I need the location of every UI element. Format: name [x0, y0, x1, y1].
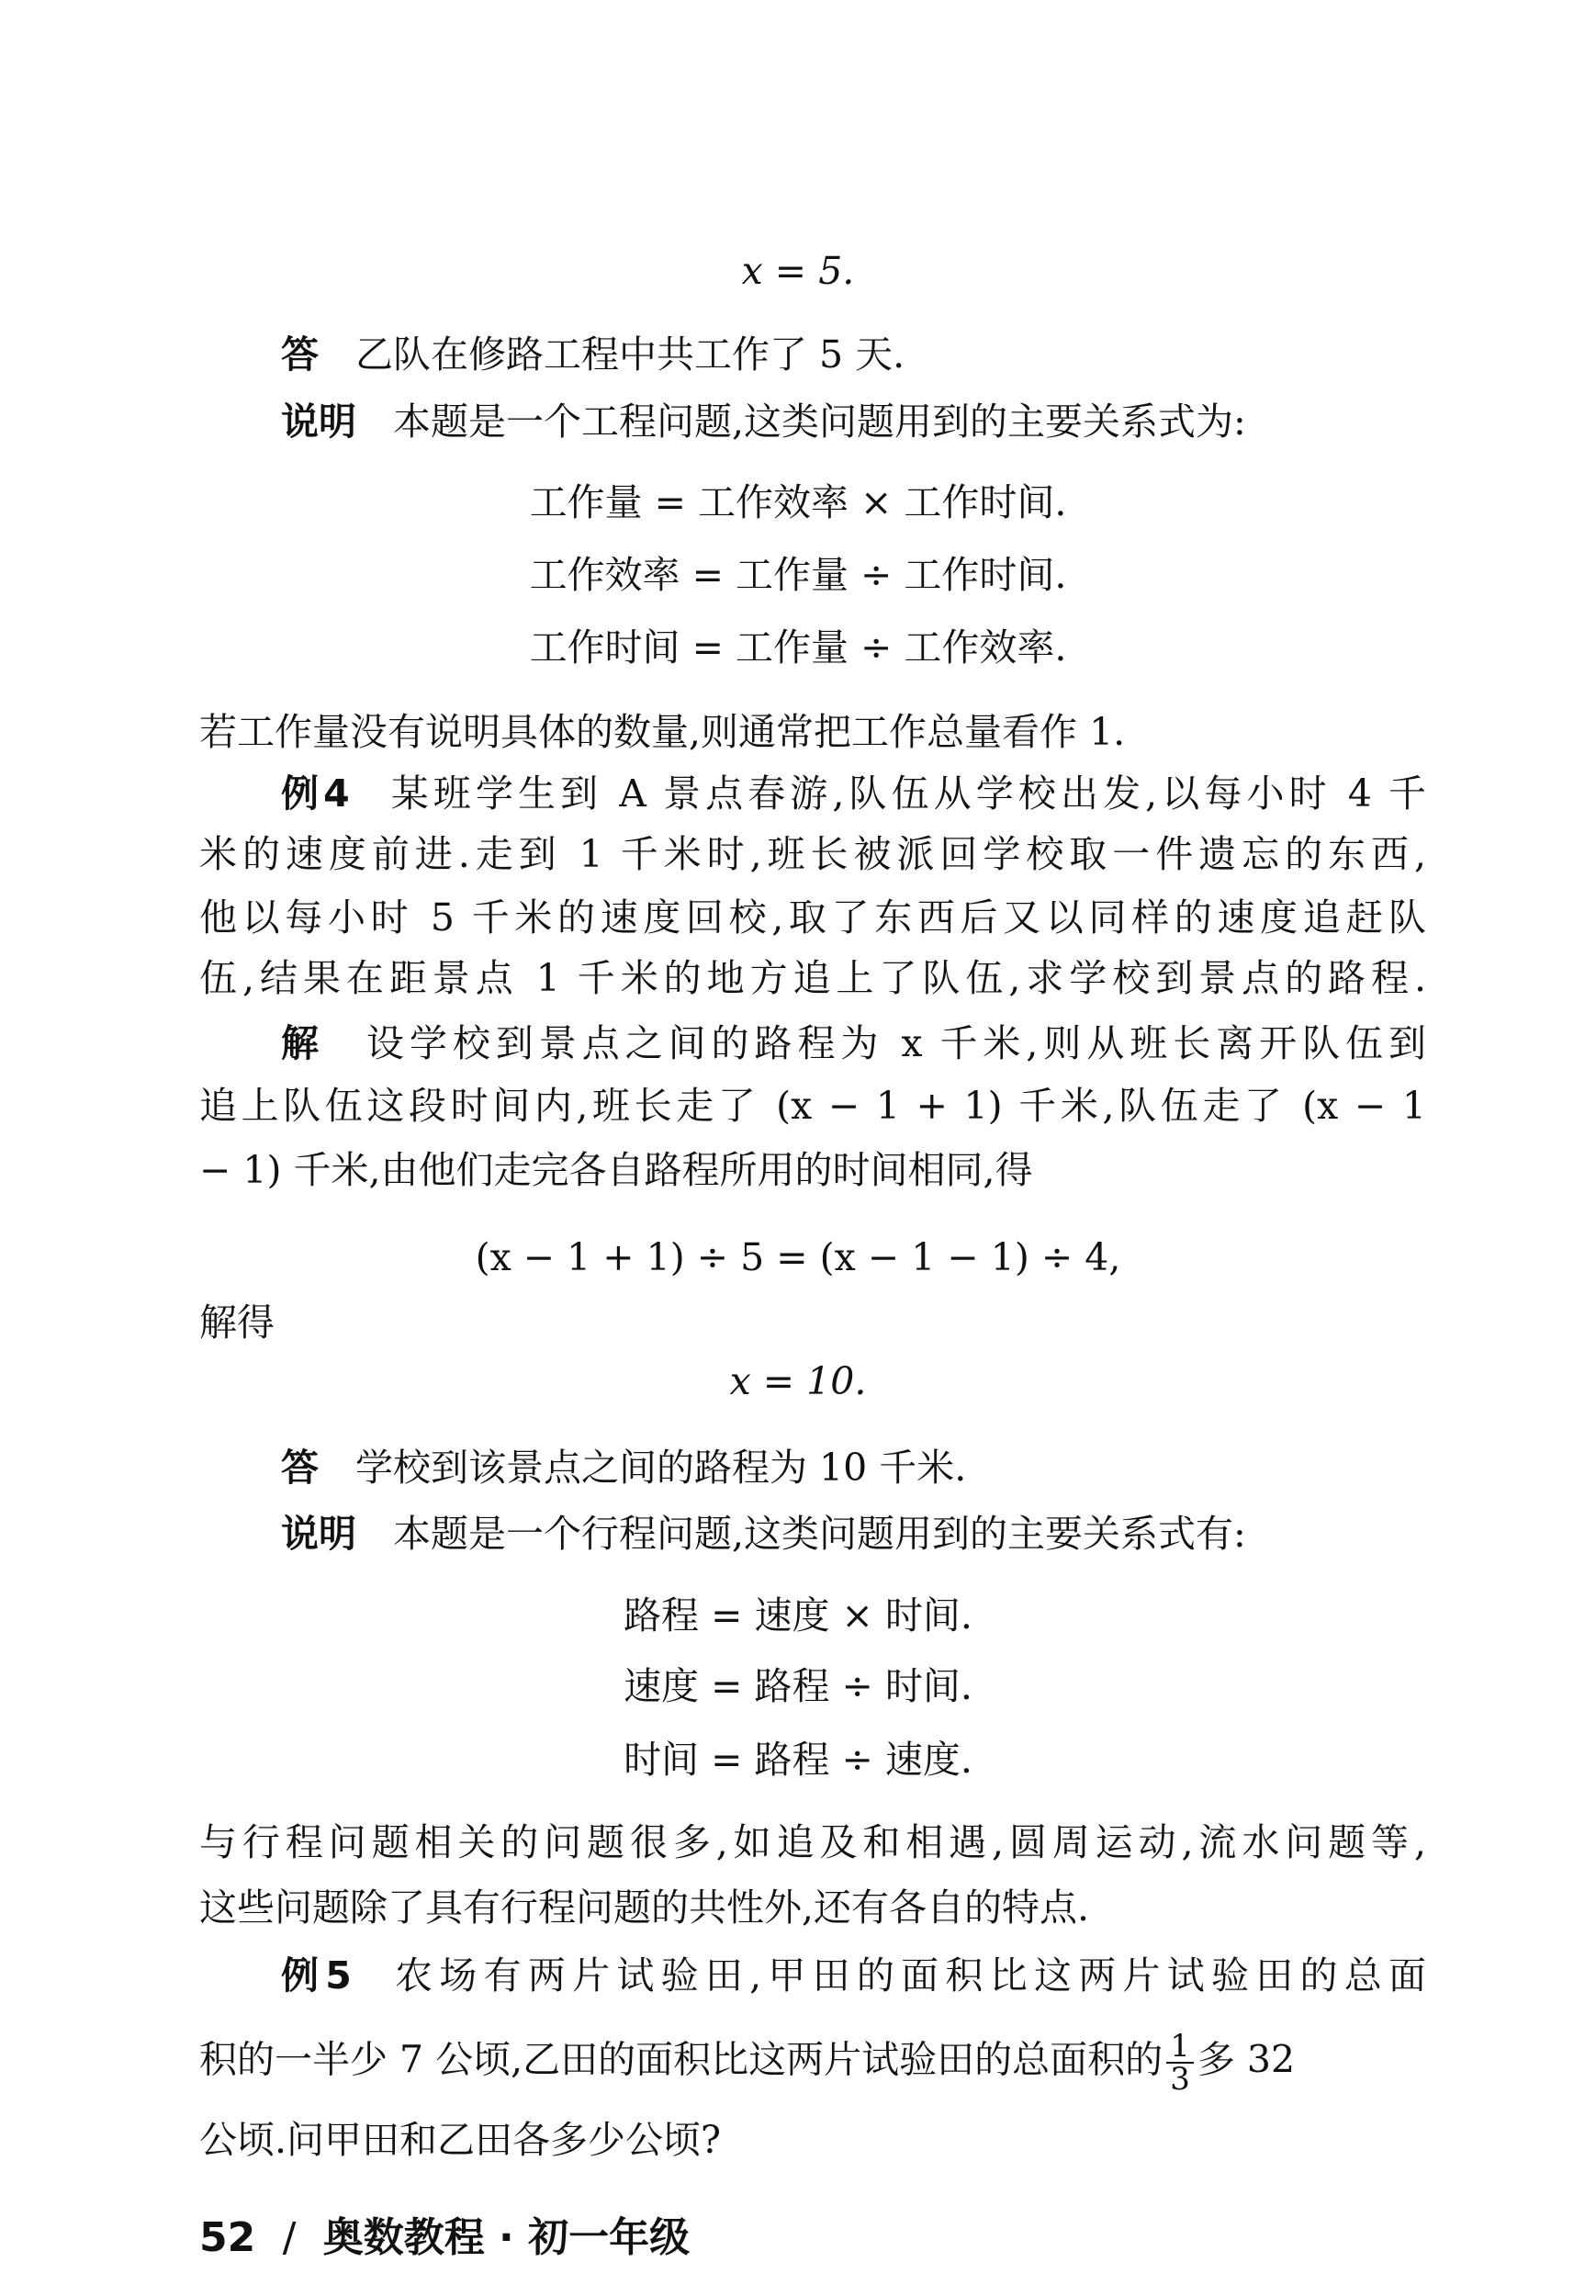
formula-work-amount: 工作量 = 工作效率 × 工作时间. [529, 480, 1067, 524]
formula-work-time: 工作时间 = 工作量 ÷ 工作效率. [529, 625, 1067, 670]
answer-4-tag: 答 [281, 1446, 319, 1490]
solve-label: 解得 [199, 1300, 275, 1345]
example-4-tag: 例4 [281, 771, 350, 816]
page-number: 52 [199, 2214, 256, 2261]
note-text: 本题是一个工程问题,这类问题用到的主要关系式为: [393, 400, 1246, 444]
formula-time: 时间 = 路程 ÷ 速度. [624, 1738, 972, 1782]
example-5-line-1 [281, 1953, 1426, 1998]
solution-line-3: − 1) 千米,由他们走完各自路程所用的时间相同,得 [199, 1148, 1033, 1192]
answer-4-paragraph [281, 1445, 966, 1491]
note-tag: 说明 [281, 400, 356, 444]
fraction-one-third [1166, 2028, 1194, 2098]
answer-text: 乙队在修路工程中共工作了 5 天. [355, 332, 905, 377]
example-4-text: 某班学生到 A 景点春游,队伍从学校出发,以每小时 4 千 [386, 771, 1426, 816]
example-5-text-3: 多 32 [1197, 2037, 1296, 2082]
page-footer [199, 2204, 690, 2263]
note-paragraph [281, 399, 1246, 445]
travel-note-line-2: 这些问题除了具有行程问题的共性外,还有各自的特点. [199, 1885, 1090, 1930]
book-title: 奥数教程 · 初一年级 [322, 2214, 691, 2261]
example-4-line-4: 伍,结果在距景点 1 千米的地方追上了队伍,求学校到景点的路程. [199, 956, 1426, 1000]
equation-x-10: x = 10. [729, 1359, 867, 1403]
example-4-line-2: 米的速度前进.走到 1 千米时,班长被派回学校取一件遗忘的东西, [199, 832, 1426, 876]
formula-distance: 路程 = 速度 × 时间. [624, 1593, 972, 1638]
solution-tag: 解 [281, 1021, 324, 1065]
equation-x-5: x = 5. [741, 249, 855, 293]
solution-line-2: 追上队伍这段时间内,班长走了 (x − 1 + 1) 千米,队伍走了 (x − 1 [199, 1084, 1426, 1128]
formula-work-efficiency: 工作效率 = 工作量 ÷ 工作时间. [529, 553, 1067, 597]
answer-tag: 答 [281, 332, 319, 377]
answer-4-text: 学校到该景点之间的路程为 10 千米. [355, 1446, 967, 1490]
example-5-tag: 例5 [281, 1953, 352, 1998]
example-5-line-2 [199, 2028, 1296, 2098]
note-4-tag: 说明 [281, 1512, 356, 1556]
solution-line-1 [281, 1020, 1426, 1066]
fraction-numerator: 1 [1166, 2031, 1194, 2064]
travel-note-line-1: 与行程问题相关的问题很多,如追及和相遇,圆周运动,流水问题等, [199, 1820, 1426, 1864]
formula-speed: 速度 = 路程 ÷ 时间. [624, 1664, 972, 1708]
note-4-paragraph [281, 1511, 1246, 1557]
note-4-text: 本题是一个行程问题,这类问题用到的主要关系式有: [393, 1512, 1246, 1556]
example-4-line-3: 他以每小时 5 千米的速度回校,取了东西后又以同样的速度追赶队 [199, 895, 1426, 940]
equation: (x − 1 + 1) ÷ 5 = (x − 1 − 1) ÷ 4, [475, 1235, 1121, 1279]
example-5-text: 农场有两片试验田,甲田的面积比这两片试验田的总面 [388, 1953, 1427, 1998]
example-5-line-3: 公顷.问甲田和乙田各多少公顷? [199, 2118, 722, 2162]
fraction-denominator: 3 [1170, 2061, 1190, 2098]
example-5-text-2: 积的一半少 7 公顷,乙田的面积比这两片试验田的总面积的 [199, 2037, 1163, 2082]
work-note-line: 若工作量没有说明具体的数量,则通常把工作总量看作 1. [199, 710, 1126, 754]
example-4-line-1 [281, 771, 1426, 816]
solution-text: 设学校到景点之间的路程为 x 千米,则从班长离开队伍到 [360, 1021, 1427, 1065]
footer-separator: / [282, 2214, 297, 2261]
answer-paragraph [281, 332, 905, 377]
